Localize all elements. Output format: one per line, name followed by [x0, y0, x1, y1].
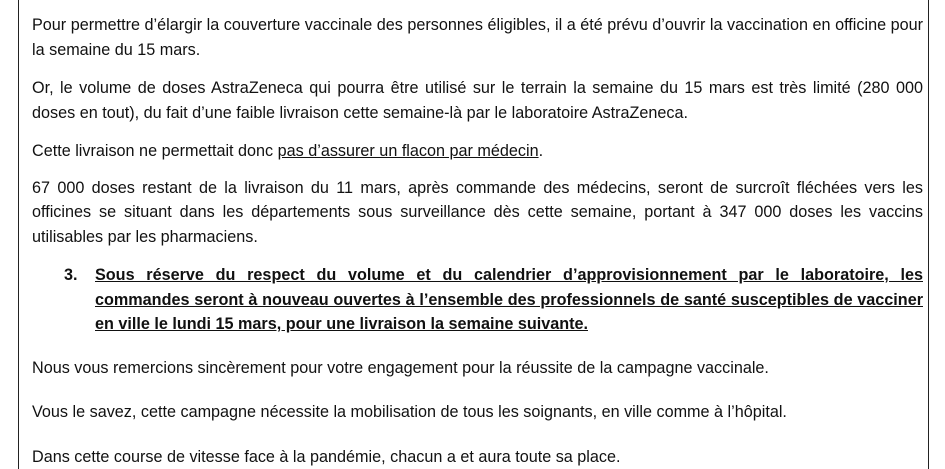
paragraph-livraison [32, 139, 923, 164]
document-body [32, 13, 923, 469]
paragraph-mobilisation: Vous le savez, cette campagne nécessite la mobilisation de tous les soignants, en ville comme à l’hôpital. [32, 403, 787, 421]
paragraph-doses-restantes: 67 000 doses restant de la livraison du 11 mars, après commande des médecins, seront de surcroît fléchées vers les officines se situant dans les départements sous surveillance dès cette semaine, portant à 347 000 doses les vaccins utilisables par les pharmaciens. [32, 178, 923, 246]
item-text: Sous réserve du respect du volume et du calendrier d’approvisionnement par le laboratoire, les commandes seront à nouveau ouvertes à l’ensemble des professionnels de santé susceptibles de vacciner en ville le lundi 15 mars, pour une livraison la semaine suivante. [95, 266, 923, 333]
numbered-item-3 [32, 263, 923, 337]
paragraph-remerciements: Nous vous remercions sincèrement pour votre engagement pour la réussite de la campagne vaccinale. [32, 358, 769, 377]
paragraph-vaccination-officine: Pour permettre d’élargir la couverture vaccinale des personnes éligibles, il a été prévu d’ouvrir la vaccination en officine pour la semaine du 15 mars. [32, 16, 923, 59]
paragraph-astrazeneca-volume: Or, le volume de doses AstraZeneca qui pourra être utilisé sur le terrain la semaine du 15 mars est très limité (280 000 doses en tout), du fait d’une faible livraison cette semaine-là par le laboratoire AstraZeneca. [32, 79, 923, 122]
item-number: 3. [64, 266, 78, 284]
paragraph-pandemie: Dans cette course de vitesse face à la pandémie, chacun a et aura toute sa place. [32, 447, 621, 466]
underlined-phrase: pas d’assurer un flacon par médecin [277, 142, 539, 160]
paragraph-livraison-end: . [538, 142, 544, 160]
paragraph-livraison-start: Cette livraison ne permettait donc [32, 142, 278, 160]
